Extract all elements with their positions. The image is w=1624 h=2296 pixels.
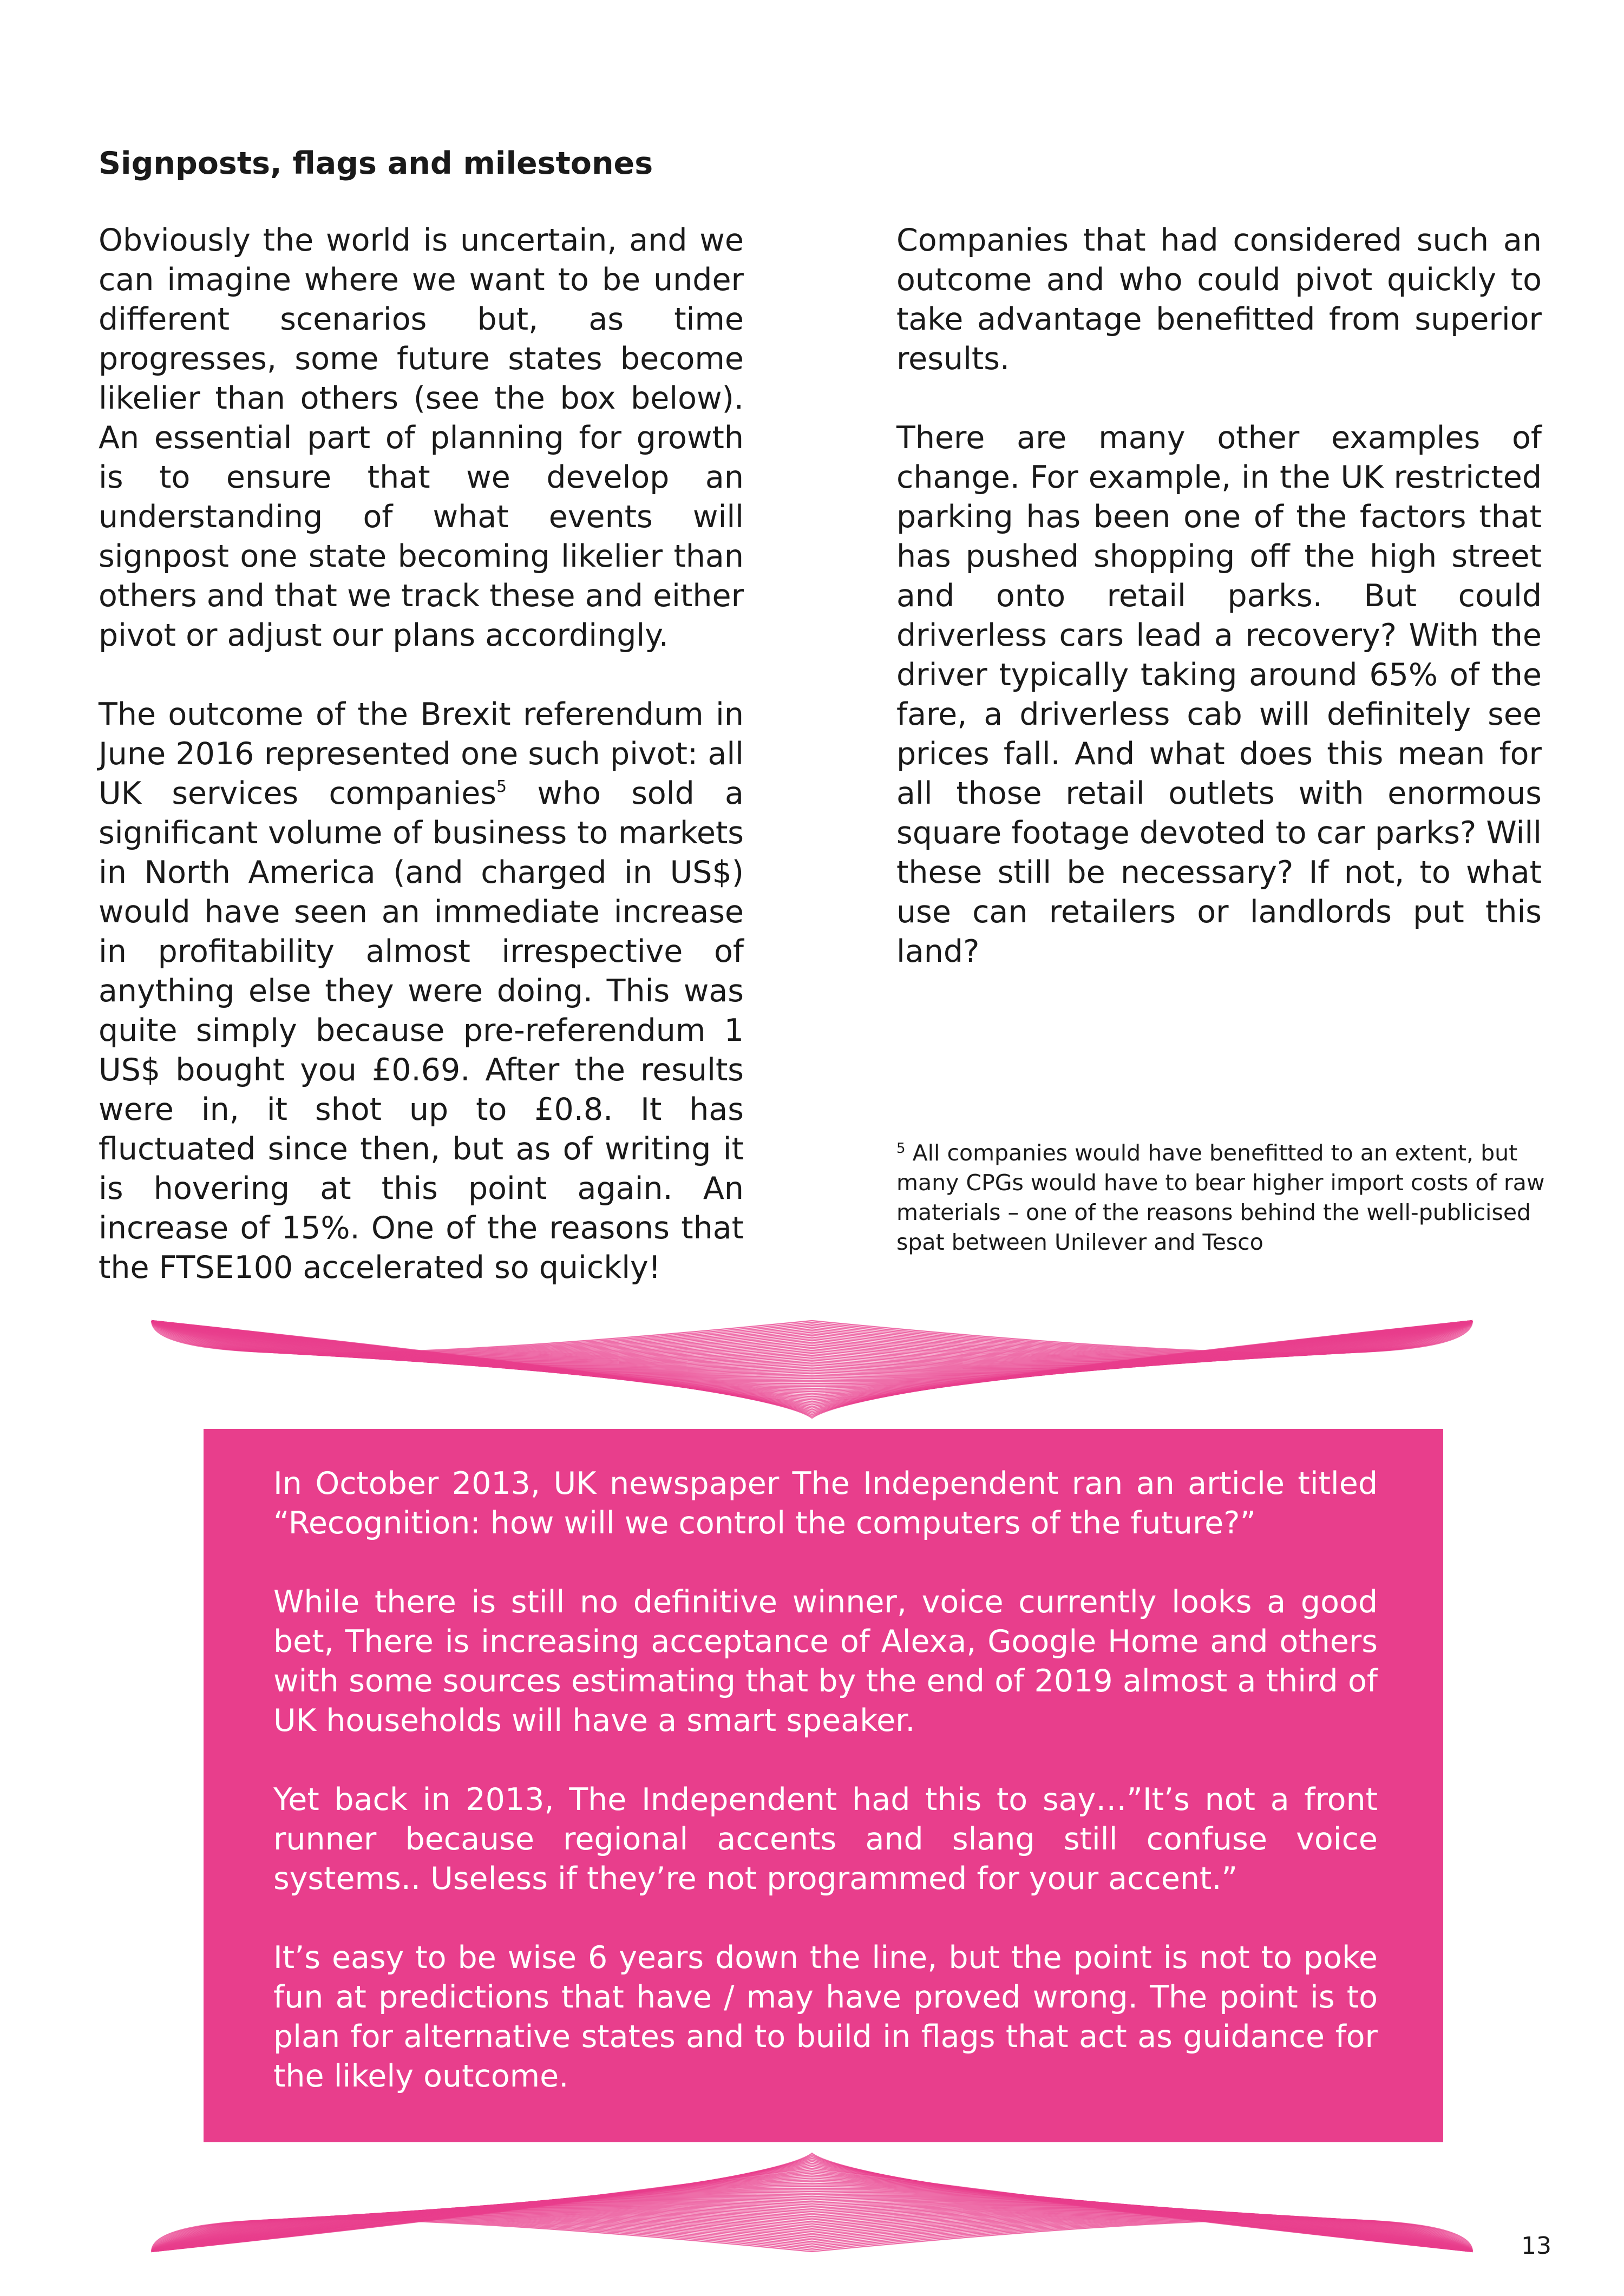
decorative-arc — [152, 1321, 1472, 1383]
decorative-arc — [152, 2160, 1472, 2252]
left-paragraph-1: Obviously the world is uncertain, and we can imagine where we want to be under different scenarios but, as time progresses, some future states become likelier than others (see the box below). An essential part of planning for growth is to ensure that we develop an understanding of what events will signpost one state becoming likelier than others and that we track these and either pivot or adjust our plans accordingly. — [99, 222, 744, 653]
decorative-arc — [152, 2191, 1472, 2252]
footnote-reference: 5 — [496, 777, 507, 796]
callout-paragraph-4: It’s easy to be wise 6 years down the line, but the point is not to poke fun at predictions that have / may have proved wrong. The point is to plan for alternative states and to build in flags that act as guidance for the likely outcome. — [273, 1940, 1378, 2094]
decorative-arc — [152, 2201, 1472, 2252]
left-paragraph-2 — [99, 695, 744, 1288]
decorative-arc — [152, 2187, 1472, 2252]
decorative-arc — [152, 1321, 1472, 1405]
decorative-arc — [152, 2209, 1472, 2252]
decorative-arc — [152, 2175, 1472, 2252]
decorative-arc — [152, 2218, 1472, 2252]
decorative-arc — [152, 2190, 1472, 2252]
decorative-arc — [152, 2200, 1472, 2252]
decorative-arc — [152, 1321, 1472, 1367]
left-column — [99, 221, 744, 1327]
decorative-arc — [152, 2206, 1472, 2252]
decorative-arc — [152, 2215, 1472, 2252]
decorative-arc — [152, 1321, 1472, 1381]
callout-text — [273, 1464, 1378, 2136]
decorative-arc — [152, 1321, 1472, 1365]
decorative-arc — [152, 2183, 1472, 2252]
decorative-arc — [152, 2218, 1472, 2252]
decorative-arc — [152, 1321, 1472, 1373]
decorative-arc — [152, 1321, 1472, 1372]
right-column — [896, 221, 1542, 1011]
decorative-arc — [152, 2197, 1472, 2252]
decorative-arc — [152, 1321, 1472, 1415]
decorative-arc — [152, 2214, 1472, 2252]
callout-paragraph-3: Yet back in 2013, The Independent had this to say…”It’s not a front runner because regional accents and slang still confuse voice systems.. Useless if they’re not programmed for your accent.” — [273, 1782, 1378, 1897]
decorative-arc — [152, 1321, 1472, 1416]
footnote-mark: 5 — [896, 1140, 906, 1157]
decorative-arc — [152, 2195, 1472, 2252]
decorative-arc — [152, 1321, 1472, 1375]
decorative-arc — [152, 2185, 1472, 2252]
footnote-text: All companies would have benefitted to an extent, but many CPGs would have to bear higher import costs of raw materials – one of the reasons behind the well-publicised spat between Unilever and Tesco — [896, 1140, 1545, 1255]
decorative-arc — [152, 2207, 1472, 2252]
decorative-arc — [152, 1321, 1472, 1395]
decorative-arc — [152, 2210, 1472, 2252]
decorative-arc — [152, 2180, 1472, 2252]
decorative-arc — [152, 2215, 1472, 2252]
decorative-arc — [152, 1321, 1472, 1364]
decorative-arc — [152, 2158, 1472, 2252]
decorative-arc — [152, 2219, 1472, 2252]
decorative-arc — [152, 1321, 1472, 1366]
decorative-arc — [152, 1321, 1472, 1370]
decorative-arc — [152, 2204, 1472, 2252]
decorative-arc — [152, 1321, 1472, 1393]
decorative-arc — [152, 2188, 1472, 2252]
decorative-arc — [152, 2170, 1472, 2252]
decorative-arc — [152, 2213, 1472, 2252]
decorative-arc — [152, 1321, 1472, 1367]
decorative-arc — [152, 2155, 1472, 2252]
decorative-arc — [152, 2173, 1472, 2252]
decorative-arc — [152, 1321, 1472, 1408]
decorative-arc — [152, 2163, 1472, 2252]
decorative-arc — [152, 2162, 1472, 2252]
decorative-arc — [152, 1321, 1472, 1376]
decorative-arc — [152, 2203, 1472, 2252]
decorative-arc — [152, 2199, 1472, 2252]
decorative-arc — [152, 1321, 1472, 1403]
decorative-arc — [152, 2205, 1472, 2252]
decorative-arc — [152, 1321, 1472, 1400]
decorative-arc — [152, 1321, 1472, 1396]
decorative-arc — [152, 2212, 1472, 2252]
decorative-arc — [152, 2167, 1472, 2252]
decorative-arc — [152, 1321, 1472, 1388]
decorative-arc — [152, 2216, 1472, 2252]
right-paragraph-1: Companies that had considered such an outcome and who could pivot quickly to take advantage benefitted from superior results. — [896, 222, 1542, 377]
decorative-arc — [152, 1321, 1472, 1387]
decorative-arc — [152, 1321, 1472, 1398]
decorative-arc — [152, 2172, 1472, 2252]
footnote — [896, 1138, 1546, 1257]
decorative-arc — [152, 2216, 1472, 2252]
decorative-arc — [152, 2217, 1472, 2252]
decorative-arc — [152, 2168, 1472, 2252]
decorative-arc — [152, 1321, 1472, 1369]
left-paragraph-2-start: The outcome of the Brexit referendum in June 2016 represented one such pivot: all UK services companies — [99, 697, 744, 811]
decorative-arc — [152, 2212, 1472, 2252]
decorative-arc — [152, 1321, 1472, 1385]
decorative-arc — [152, 1321, 1472, 1374]
decorative-arc — [152, 2202, 1472, 2252]
decorative-arc — [152, 1321, 1472, 1412]
decorative-arc — [152, 1321, 1472, 1401]
decorative-arc — [152, 2182, 1472, 2252]
decorative-arc — [152, 2214, 1472, 2252]
decorative-arc — [152, 1321, 1472, 1407]
decorative-arc — [152, 2196, 1472, 2252]
decorative-arc — [152, 1321, 1472, 1392]
callout-paragraph-1: In October 2013, UK newspaper The Independent ran an article titled “Recognition: how will we control the computers of the future?” — [273, 1466, 1378, 1541]
left-paragraph-2-end: who sold a significant volume of business to markets in North America (and charged in US$) would have seen an immediate increase in profitability almost irrespective of anything else they were doing. This was quite simply because pre-referendum 1 US$ bought you £0.69. After the results were in, it shot up to £0.8. It has fluctuated since then, but as of writing it is hovering at this point again. An increase of 15%. One of the reasons that the FTSE100 accelerated so quickly! — [99, 776, 744, 1285]
decorative-arc — [152, 2156, 1472, 2252]
decorative-arc — [152, 1321, 1472, 1371]
decorative-arc — [152, 2218, 1472, 2252]
decorative-arc — [152, 2208, 1472, 2252]
decorative-arc — [152, 1321, 1472, 1410]
decorative-arc — [152, 2209, 1472, 2252]
decorative-arc — [152, 1321, 1472, 1390]
callout-paragraph-2: While there is still no definitive winner, voice currently looks a good bet, There is increasing acceptance of Alexa, Google Home and others with some sources estimating that by the end of 2019 almost a third of UK households will have a smart speaker. — [273, 1584, 1378, 1739]
decorative-arc — [152, 1321, 1472, 1382]
decorative-arc — [152, 2213, 1472, 2252]
decorative-arc — [152, 1321, 1472, 1418]
decorative-arc — [152, 2193, 1472, 2252]
decorative-arc — [152, 2210, 1472, 2252]
decorative-arc — [152, 2206, 1472, 2252]
right-paragraph-2: There are many other examples of change. For example, in the UK restricted parking has been one of the factors that has pushed shopping off the high street and onto retail parks. But could driverless cars lead a recovery? With the driver typically taking around 65% of the fare, a driverless cab will definitely see prices fall. And what does this mean for all those retail outlets with enormous square footage devoted to car parks? Will these still be necessary? If not, to what use can retailers or landlords put this land? — [896, 420, 1542, 969]
decorative-arc — [152, 1321, 1472, 1379]
decorative-arc — [152, 1321, 1472, 1368]
decorative-arc — [152, 2153, 1472, 2252]
page-number: 13 — [1521, 2232, 1551, 2260]
decorative-arc — [152, 2176, 1472, 2252]
decorative-arc — [152, 1321, 1472, 1378]
decorative-arc — [152, 2165, 1472, 2252]
decorative-arc — [152, 2178, 1472, 2252]
decorative-arc — [152, 2219, 1472, 2252]
decorative-arc — [152, 1321, 1472, 1413]
decorative-arc — [152, 2194, 1472, 2252]
section-heading: Signposts, flags and milestones — [99, 146, 653, 181]
